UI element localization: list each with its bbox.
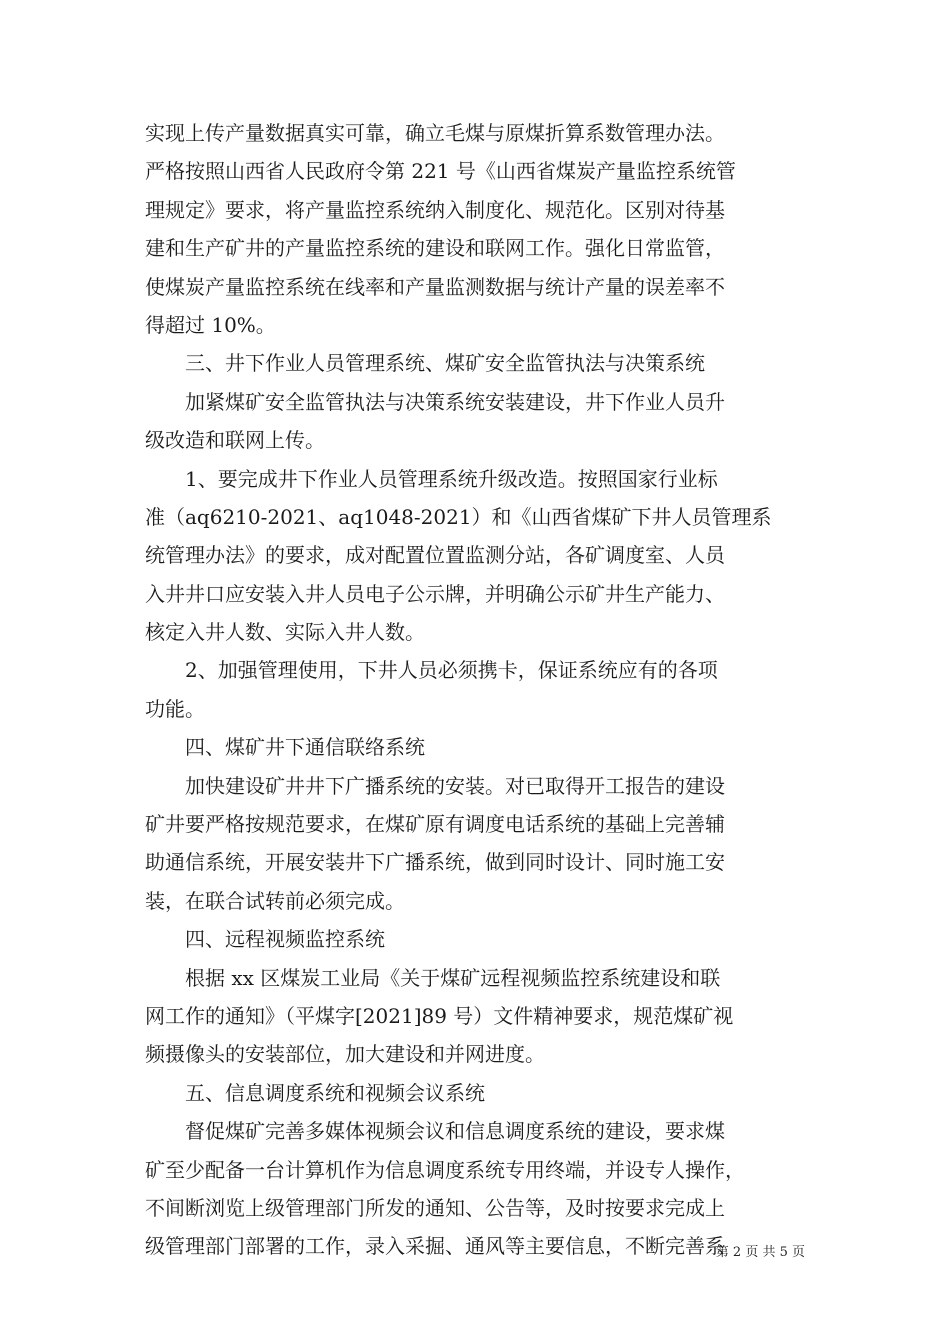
paragraph-first-line: 三、井下作业人员管理系统、煤矿安全监管执法与决策系统	[185, 351, 705, 376]
paragraph-first-line: 2、加强管理使用，下井人员必须携卡，保证系统应有的各项	[185, 658, 718, 683]
paragraph-first-line: 根据 xx 区煤炭工业局《关于煤矿远程视频监控系统建设和联	[185, 965, 721, 990]
paragraph-first-line: 加快建设矿井井下广播系统的安装。对已取得开工报告的建设	[185, 773, 725, 798]
text-line: 核定入井人数、实际入井人数。	[145, 620, 425, 645]
text-line: 入井井口应安装入井人员电子公示牌，并明确公示矿井生产能力、	[145, 581, 725, 606]
text-line: 准（aq6210-2021、aq1048-2021）和《山西省煤矿下井人员管理系	[145, 504, 772, 529]
paragraph-first-line: 加紧煤矿安全监管执法与决策系统安装建设，井下作业人员升	[185, 389, 725, 414]
text-line: 助通信系统，开展安装井下广播系统，做到同时设计、同时施工安	[145, 850, 725, 875]
text-line: 理规定》要求，将产量监控系统纳入制度化、规范化。区别对待基	[145, 197, 725, 222]
text-line: 频摄像头的安装部位，加大建设和并网进度。	[145, 1042, 545, 1067]
document-body	[145, 114, 815, 1266]
text-line: 网工作的通知》（平煤字[2021]89 号）文件精神要求，规范煤矿视	[145, 1003, 734, 1028]
page-number: 第 2 页 共 5 页	[715, 1245, 805, 1260]
text-line: 统管理办法》的要求，成对配置位置监测分站，各矿调度室、人员	[145, 543, 725, 568]
paragraph-first-line: 四、远程视频监控系统	[185, 927, 385, 952]
text-line: 使煤炭产量监控系统在线率和产量监测数据与统计产量的误差率不	[145, 274, 725, 299]
text-line: 建和生产矿井的产量监控系统的建设和联网工作。强化日常监管，	[145, 236, 725, 261]
paragraph-first-line: 五、信息调度系统和视频会议系统	[185, 1080, 485, 1105]
text-line: 严格按照山西省人民政府令第 221 号《山西省煤炭产量监控系统管	[145, 159, 736, 184]
text-line: 得超过 10%。	[145, 312, 276, 337]
text-line: 实现上传产量数据真实可靠，确立毛煤与原煤折算系数管理办法。	[145, 121, 725, 145]
text-line: 级管理部门部署的工作，录入采掘、通风等主要信息，不断完善系	[145, 1234, 725, 1259]
text-line: 级改造和联网上传。	[145, 428, 325, 453]
text-line: 功能。	[145, 696, 205, 721]
paragraph-first-line: 1、要完成井下作业人员管理系统升级改造。按照国家行业标	[185, 466, 718, 491]
text-line: 矿至少配备一台计算机作为信息调度系统专用终端，并设专人操作，	[145, 1157, 745, 1182]
paragraph-first-line: 督促煤矿完善多媒体视频会议和信息调度系统的建设，要求煤	[185, 1119, 725, 1144]
text-line: 不间断浏览上级管理部门所发的通知、公告等，及时按要求完成上	[145, 1195, 725, 1220]
text-line: 装，在联合试转前必须完成。	[145, 888, 405, 913]
text-line: 矿井要严格按规范要求，在煤矿原有调度电话系统的基础上完善辅	[145, 812, 725, 837]
paragraph-first-line: 四、煤矿井下通信联络系统	[185, 735, 425, 760]
